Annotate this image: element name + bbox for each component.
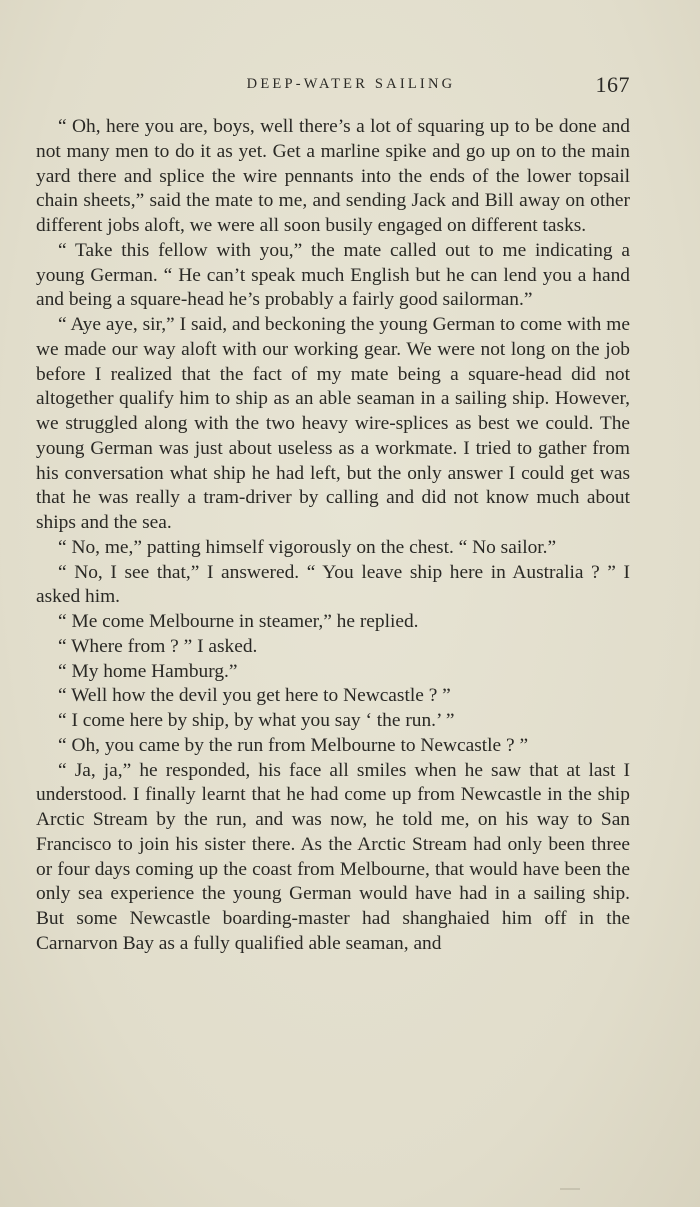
running-title: DEEP-WATER SAILING (246, 76, 456, 92)
paragraph: “ No, I see that,” I answered. “ You leave ship here in Australia ? ” I asked him. (36, 561, 630, 608)
running-head (36, 72, 630, 100)
paragraph: “ Ja, ja,” he responded, his face all smiles when he saw that at last I understood. I finally learnt that he had come up from Newcastle in the ship Arctic Stream by the run, and was now, he told me, on his way to San Francisco to join his sister there. As the Arctic Stream had only been three or four days coming up the coast from Melbourne, that would have been the only sea experience the young German would have had in a sailing ship. But some Newcastle boarding-master had shanghaied him off in the Carnarvon Bay as a fully qualified able seaman, and (36, 759, 630, 954)
paragraph: “ Aye aye, sir,” I said, and beckoning the young German to come with me we made our way aloft with our working gear. We were not long on the job before I realized that the fact of my mate being a square-head did not altogether qualify him to ship as an able seaman in a sailing ship. However, we struggled along with the two heavy wire-splices as best we could. The young German was just about useless as a workmate. I tried to gather from his conversation what ship he had left, but the only answer I could get was that he was really a tram-driver by calling and did not know much about ships and the sea. (36, 314, 630, 533)
paragraph: “ Oh, here you are, boys, well there’s a lot of squaring up to be done and not many men to do it as yet. Get a marline spike and go up on to the main yard there and splice the wire pennants into the ends of the lower topsail chain sheets,” said the mate to me, and sending Jack and Bill away on other different jobs aloft, we were all soon busily engaged on different tasks. (36, 116, 630, 236)
paragraph: “ No, me,” patting himself vigorously on the chest. “ No sailor.” (58, 536, 557, 558)
paragraph: “ My home Hamburg.” (58, 660, 238, 682)
paragraph: “ Take this fellow with you,” the mate called out to me indicating a young German. “ He can’t speak much English but he can lend you a hand and being a square-head he’s probably a fairly good sailorman.” (36, 239, 630, 311)
paragraph: “ Me come Melbourne in steamer,” he replied. (58, 611, 419, 632)
paragraph: “ Well how the devil you get here to Newcastle ? ” (58, 685, 451, 707)
body-text (36, 115, 630, 957)
page-number: 167 (595, 72, 630, 97)
paragraph: “ Oh, you came by the run from Melbourne to Newcastle ? ” (58, 734, 529, 756)
paragraph: “ Where from ? ” I asked. (58, 635, 258, 657)
paper-mark (560, 1188, 580, 1190)
paragraph: “ I come here by ship, by what you say ‘ the run.’ ” (58, 710, 455, 731)
